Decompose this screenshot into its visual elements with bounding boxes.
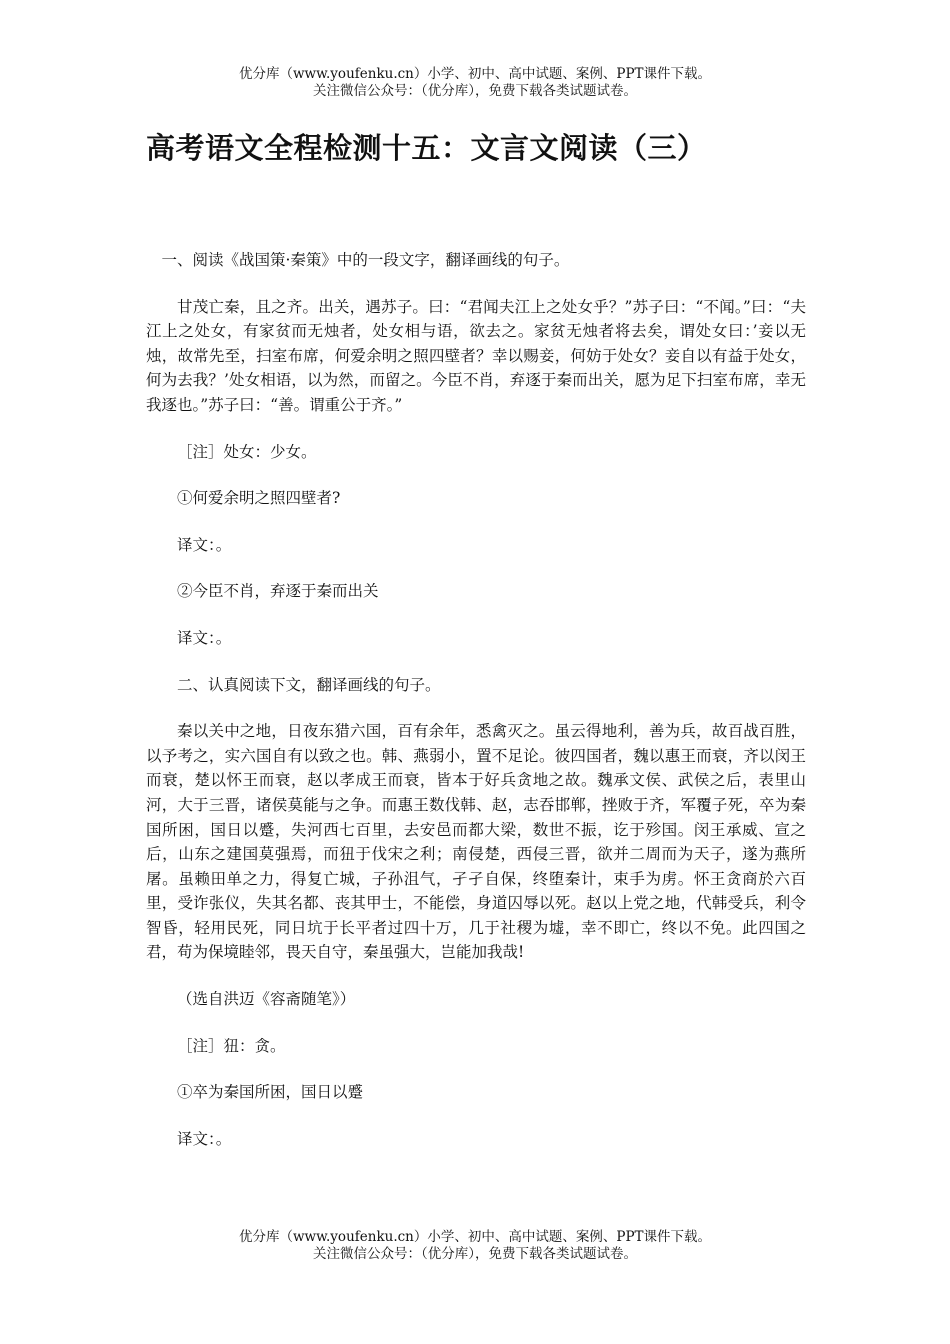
header-line-1: 优分库（www.youfenku.cn）小学、初中、高中试题、案例、PPT课件下载。 <box>238 66 712 82</box>
section1-heading: 一、阅读《战国策·秦策》中的一段文字，翻译画线的句子。 <box>161 251 570 269</box>
footer-line-2: 关注微信公众号：（优分库），免费下载各类试题试卷。 <box>313 1246 637 1262</box>
header-line-2: 关注微信公众号：（优分库），免费下载各类试题试卷。 <box>313 83 637 99</box>
section1-question-2: ②今臣不肖，弃逐于秦而出关 <box>177 582 379 601</box>
section2-heading: 二、认真阅读下文，翻译画线的句子。 <box>177 675 441 694</box>
section2-answer-1: 译文：。 <box>177 1129 232 1148</box>
section1-note: ［注］处女：少女。 <box>177 442 317 461</box>
section2-note: ［注］狃：贪。 <box>177 1036 286 1055</box>
section1-answer-1: 译文：。 <box>177 535 232 554</box>
page-footer <box>0 1229 950 1263</box>
section2-passage: 秦以关中之地，日夜东猎六国，百有余年，悉禽灭之。虽云得地利，善为兵，故百战百胜，以予考之，实六国自有以致之也。韩、燕弱小，置不足论。彼四国者，魏以惠王而衰，齐以闵王而衰，楚以怀王而衰，赵以孝成王而衰，皆本于好兵贪地之故。魏承文侯、武侯之后，表里山河，大于三晋，诸侯莫能与之争。而惠王数伐韩、赵，志吞邯郸，挫败于齐，军覆子死，卒为秦国所困，国日以蹙，失河西七百里，去安邑而都大梁，数世不振，讫于殄国。闵王承威、宣之后，山东之建国莫强焉，而狃于伐宋之利；南侵楚，西侵三晋，欲并二周而为天子，遂为燕所屠。虽赖田单之力，得复亡城，子孙沮气，孑孑自保，终堕秦计，束手为虏。怀王贪商於六百里，受诈张仪，失其名都、丧其甲士，不能偿，身道囚辱以死。赵以上党之地，代韩受兵，利令智昏，轻用民死，同日坑于长平者过四十万，几于社稷为墟，幸不即亡，终以不免。此四国之君，苟为保境睦邻，畏天自守，秦虽强大，岂能加我哉! <box>146 722 806 962</box>
section1-question-1: ①何爱余明之照四壁者? <box>177 489 341 508</box>
section2-source: （选自洪迈《容斋随笔》） <box>177 990 356 1009</box>
page-header <box>0 66 950 100</box>
section1-answer-2: 译文：。 <box>177 628 232 647</box>
footer-line-1: 优分库（www.youfenku.cn）小学、初中、高中试题、案例、PPT课件下载。 <box>238 1229 712 1245</box>
document-title: 高考语文全程检测十五：文言文阅读（三） <box>146 131 707 165</box>
section2-question-1: ①卒为秦国所困，国日以蹙 <box>177 1083 364 1102</box>
document-body <box>146 248 806 1173</box>
section1-passage: 甘茂亡秦，且之齐。出关，遇苏子。曰：“君闻夫江上之处女乎？”苏子曰：“不闻。”曰：“夫江上之处女，有家贫而无烛者，处女相与语，欲去之。家贫无烛者将去矣，谓处女曰：’妾以无烛，故常先至，扫室布席，何爱余明之照四壁者？幸以赐妾，何妨于处女？妾自以有益于处女，何为去我？’处女相语，以为然，而留之。今臣不肖，弃逐于秦而出关，愿为足下扫室布席，幸无我逐也。”苏子曰：“善。谓重公于齐。” <box>146 297 806 414</box>
